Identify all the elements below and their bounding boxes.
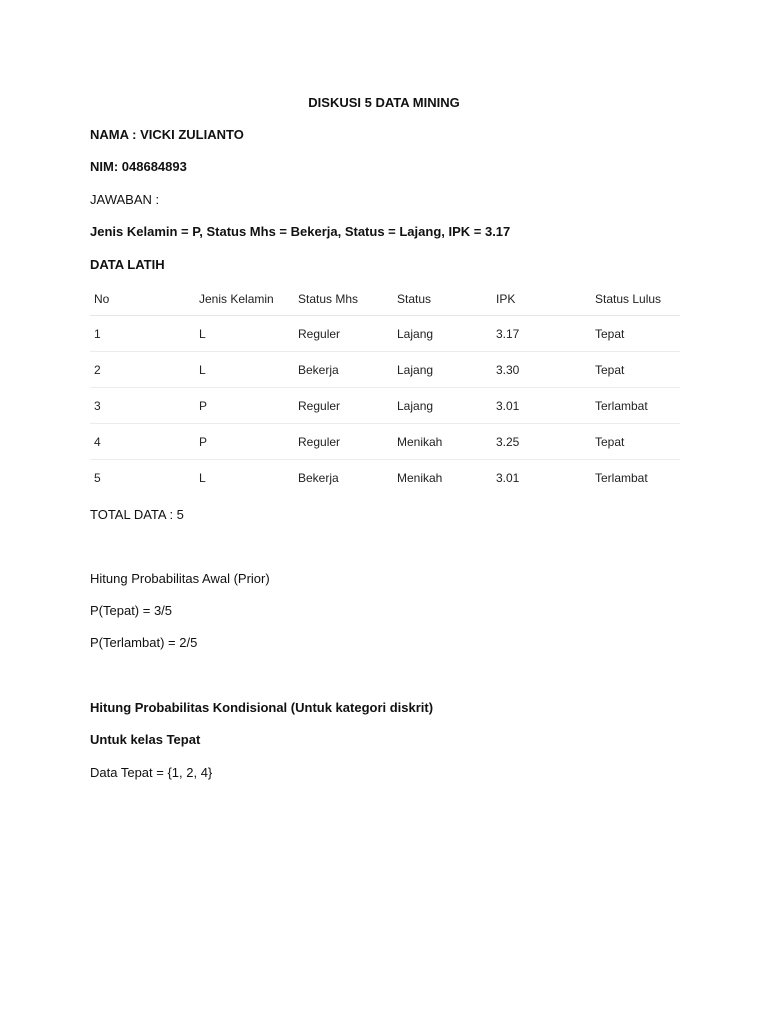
header-no: No — [90, 283, 195, 316]
training-data-heading: DATA LATIH — [90, 257, 165, 272]
table-row — [90, 352, 680, 388]
header-status: Status — [393, 283, 492, 316]
cell-status-lulus: Tepat — [591, 316, 680, 352]
answer-label: JAWABAN : — [90, 192, 160, 207]
cell-no: 2 — [90, 352, 195, 388]
cell-status-lulus: Terlambat — [595, 470, 648, 485]
header-jenis-kelamin: Jenis Kelamin — [195, 283, 294, 316]
cell-no: 4 — [90, 424, 195, 460]
cell-jenis-kelamin: P — [195, 388, 294, 424]
cell-status: Lajang — [393, 316, 492, 352]
cell-status-mhs: Reguler — [294, 388, 393, 424]
prior-heading: Hitung Probabilitas Awal (Prior) — [90, 571, 270, 586]
cell-status-mhs: Reguler — [294, 316, 393, 352]
cell-ipk: 3.25 — [492, 424, 591, 460]
cell-status-mhs: Reguler — [294, 424, 393, 460]
table-row — [90, 424, 680, 460]
document-title: DISKUSI 5 DATA MINING — [308, 95, 460, 110]
cell-no: 5 — [94, 470, 101, 485]
cell-no: 1 — [90, 316, 195, 352]
cell-ipk: 3.17 — [492, 316, 591, 352]
table-row — [90, 388, 680, 424]
table-header-row — [90, 283, 680, 316]
cell-status-lulus: Tepat — [591, 352, 680, 388]
header-ipk: IPK — [492, 283, 591, 316]
cell-status: Lajang — [393, 352, 492, 388]
cell-jenis-kelamin: L — [195, 316, 294, 352]
query-statement: Jenis Kelamin = P, Status Mhs = Bekerja, Status = Lajang, IPK = 3.17 — [90, 224, 511, 239]
class-tepat-heading: Untuk kelas Tepat — [90, 732, 201, 747]
cell-status-mhs: Bekerja — [294, 352, 393, 388]
cell-jenis-kelamin: L — [199, 470, 206, 485]
prior-tepat: P(Tepat) = 3/5 — [90, 603, 173, 618]
student-name: NAMA : VICKI ZULIANTO — [90, 127, 244, 142]
cell-status-mhs: Bekerja — [298, 470, 339, 485]
cell-ipk: 3.01 — [492, 388, 591, 424]
cell-ipk: 3.30 — [492, 352, 591, 388]
cell-jenis-kelamin: L — [195, 352, 294, 388]
student-nim: NIM: 048684893 — [90, 159, 187, 174]
cell-no: 3 — [90, 388, 195, 424]
total-data: TOTAL DATA : 5 — [90, 507, 184, 522]
header-status-mhs: Status Mhs — [294, 283, 393, 316]
cell-ipk: 3.01 — [496, 470, 520, 485]
header-status-lulus: Status Lulus — [591, 283, 680, 316]
cell-status-lulus: Terlambat — [591, 388, 680, 424]
conditional-heading: Hitung Probabilitas Kondisional (Untuk kategori diskrit) — [90, 700, 434, 715]
cell-status-lulus: Tepat — [591, 424, 680, 460]
table-row — [90, 316, 680, 352]
cell-status: Menikah — [397, 470, 443, 485]
table-row — [90, 460, 680, 496]
cell-status: Lajang — [393, 388, 492, 424]
cell-jenis-kelamin: P — [195, 424, 294, 460]
data-tepat-set: Data Tepat = {1, 2, 4} — [90, 765, 213, 780]
cell-status: Menikah — [393, 424, 492, 460]
prior-terlambat: P(Terlambat) = 2/5 — [90, 635, 198, 650]
training-data-table — [90, 283, 680, 495]
